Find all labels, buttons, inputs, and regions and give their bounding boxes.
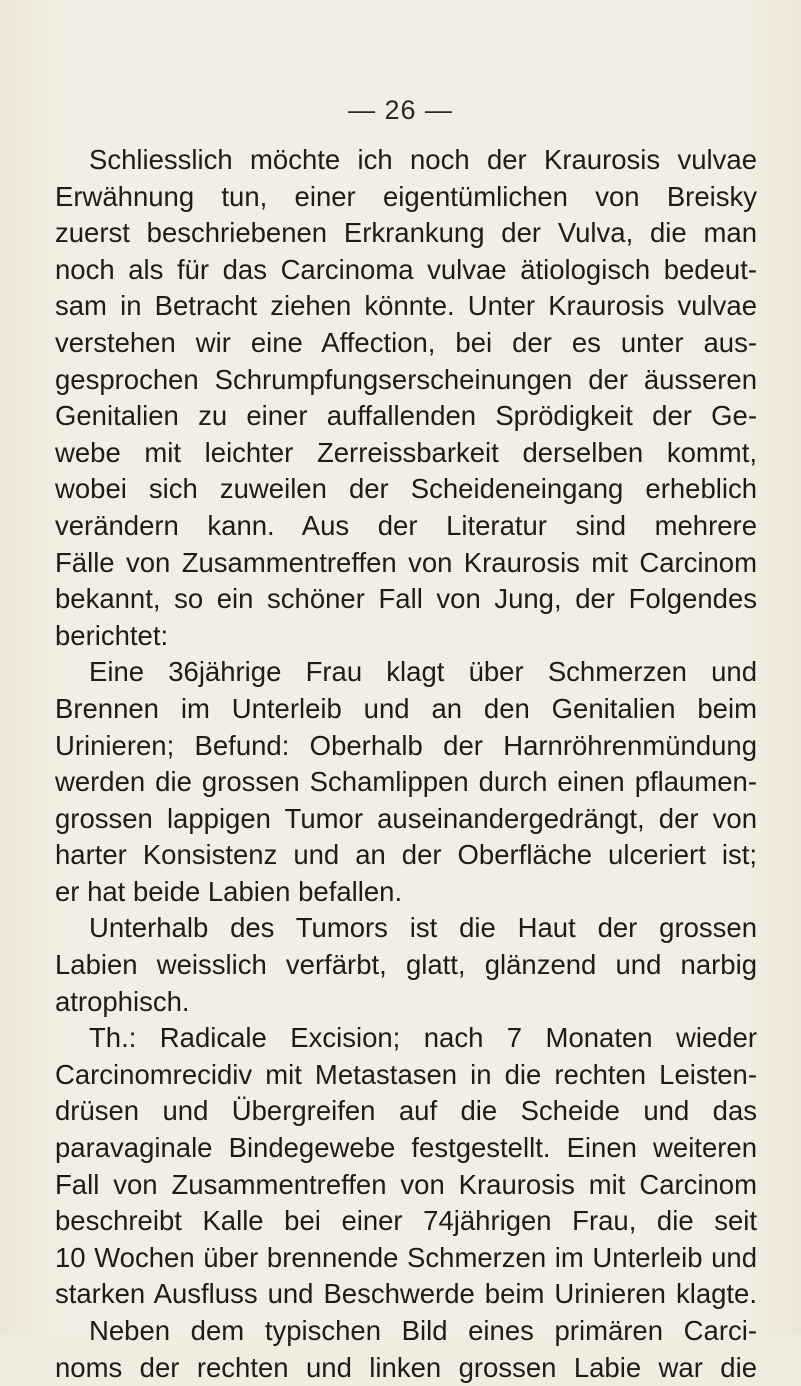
text-line: noch als für das Carcinoma vulvae ätiologisch bedeut- (55, 253, 757, 285)
text-line: Carcinomrecidiv mit Metastasen in die rechten Leisten- (55, 1058, 757, 1090)
text-line: berichtet: (55, 619, 169, 651)
text-line: bekannt, so ein schöner Fall von Jung, der Folgendes (55, 583, 757, 615)
text-line: gesprochen Schrumpfungserscheinungen der äusseren (55, 363, 757, 395)
text-line: webe mit leichter Zerreissbarkeit derselben kommt, (55, 436, 757, 468)
body-text (55, 142, 757, 1386)
text-line: grossen lappigen Tumor auseinandergedrängt, der von (55, 802, 757, 834)
text-line: beschreibt Kalle bei einer 74jährigen Frau, die seit (55, 1205, 757, 1237)
text-line: Unterhalb des Tumors ist die Haut der grossen (89, 912, 757, 944)
text-line: Fälle von Zusammentreffen von Kraurosis mit Carcinom (55, 546, 757, 578)
text-line: Labien weisslich verfärbt, glatt, glänzend und narbig (55, 949, 757, 981)
text-line: Neben dem typischen Bild eines primären Carci- (89, 1315, 757, 1346)
text-line: harter Konsistenz und an der Oberfläche ulceriert ist; (55, 839, 757, 871)
text-line: zuerst beschriebenen Erkrankung der Vulva, die man (55, 217, 757, 249)
text-line: verstehen wir eine Affection, bei der es unter aus- (55, 326, 757, 358)
text-line: Eine 36jährige Frau klagt über Schmerzen und (89, 656, 757, 688)
text-line: Urinieren; Befund: Oberhalb der Harnröhrenmündung (55, 729, 757, 761)
text-line: Brennen im Unterleib und an den Genitalien beim (55, 692, 757, 724)
text-line: paravaginale Bindegewebe festgestellt. Einen weiteren (55, 1132, 757, 1164)
text-line: Erwähnung tun, einer eigentümlichen von Breisky (55, 180, 757, 212)
text-line: sam in Betracht ziehen könnte. Unter Kraurosis vulvae (55, 290, 757, 322)
text-line: Schliesslich möchte ich noch der Kraurosis vulvae (89, 144, 757, 175)
text-line: er hat beide Labien befallen. (55, 875, 403, 907)
text-line: Th.: Radicale Excision; nach 7 Monaten wieder (89, 1022, 757, 1054)
text-line: werden die grossen Schamlippen durch einen pflaumen- (55, 766, 757, 798)
text-line: Genitalien zu einer auffallenden Sprödigkeit der Ge- (55, 400, 757, 432)
page-number: — 26 — (347, 95, 454, 125)
text-line: 10 Wochen über brennende Schmerzen im Unterleib und (55, 1241, 757, 1273)
text-line: wobei sich zuweilen der Scheideneingang erheblich (55, 473, 757, 505)
text-line: drüsen und Übergreifen auf die Scheide und das (55, 1095, 757, 1127)
text-line: atrophisch. (55, 985, 190, 1017)
text-line: Fall von Zusammentreffen von Kraurosis mit Carcinom (55, 1168, 757, 1200)
text-line: noms der rechten und linken grossen Labie war die (55, 1351, 757, 1383)
text-line: verändern kann. Aus der Literatur sind mehrere (55, 509, 757, 541)
text-line: starken Ausfluss und Beschwerde beim Urinieren klagte. (55, 1278, 757, 1310)
